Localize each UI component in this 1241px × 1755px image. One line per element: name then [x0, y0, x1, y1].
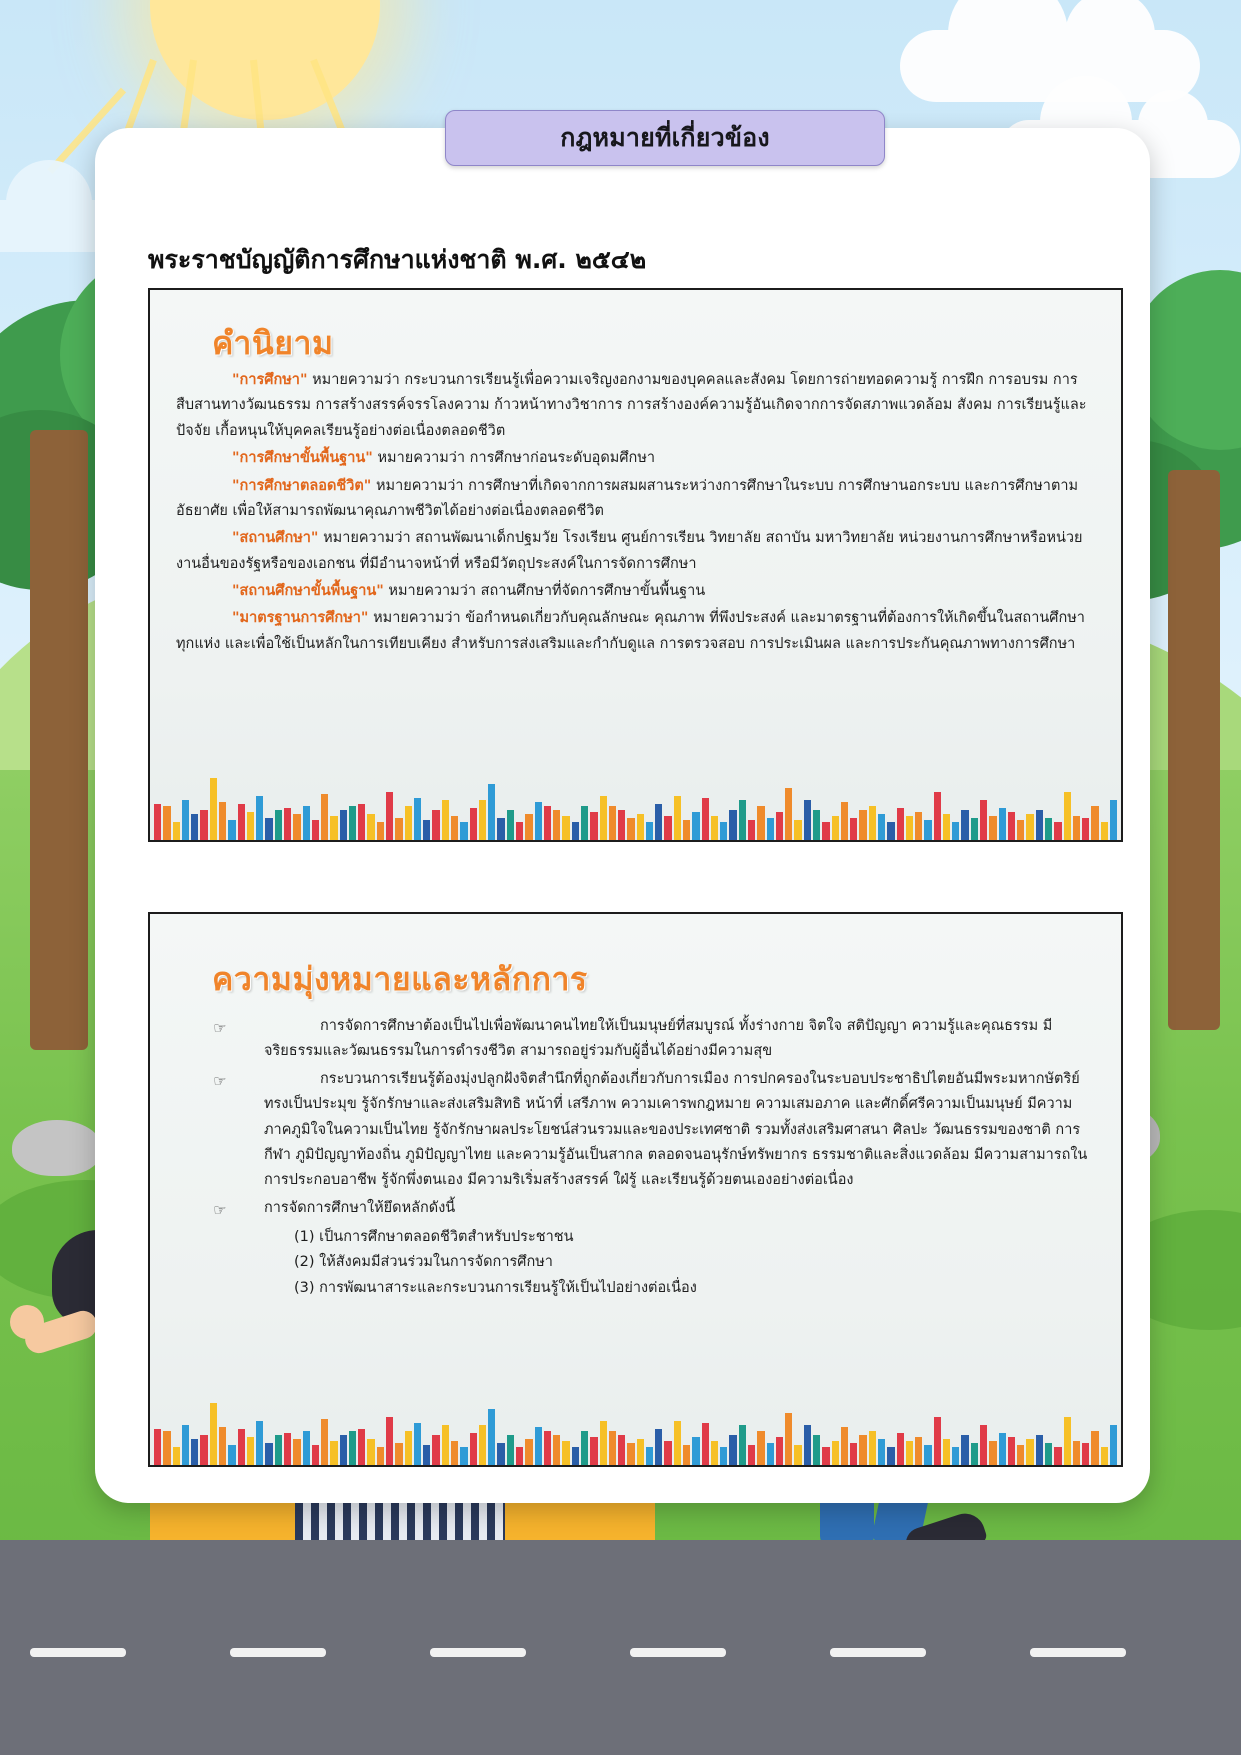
- skyline-building: [961, 810, 968, 840]
- skyline-building: [349, 806, 356, 840]
- definition-text: หมายความว่า ข้อกำหนดเกี่ยวกับคุณลักษณะ คุณภาพ ที่พึงประสงค์ และมาตรฐานที่ต้องการให้เกิดขึ้นในสถานศึกษาทุกแห่ง และเพื่อใช้เป็นหลักในการเทียบเคียง สำหรับการส่งเสริมและกำกับดูแล การตรวจสอบ การประเมินผล และการประกันคุณภาพทางการศึกษา: [176, 610, 1085, 652]
- pointing-hand-icon: ☞: [213, 1200, 227, 1219]
- skyline-building: [219, 1427, 226, 1465]
- skyline-building: [869, 1431, 876, 1465]
- skyline-building: [182, 1425, 189, 1465]
- skyline-building: [906, 1441, 913, 1465]
- skyline-building: [562, 816, 569, 840]
- definition-keyword: "การศึกษาตลอดชีวิต": [232, 477, 372, 494]
- skyline-building: [822, 822, 829, 840]
- skyline-building: [683, 820, 690, 840]
- skyline-building: [850, 818, 857, 840]
- skyline-building: [999, 808, 1006, 840]
- pointing-hand-icon: ☞: [213, 1071, 227, 1090]
- road-dash: [30, 1648, 126, 1657]
- skyline-building: [219, 802, 226, 840]
- skyline-building: [600, 796, 607, 840]
- skyline-building: [869, 806, 876, 840]
- skyline-building: [377, 1447, 384, 1465]
- definition-text: หมายความว่า กระบวนการเรียนรู้เพื่อความเจริญงอกงามของบุคคลและสังคม โดยการถ่ายทอดความรู้ การฝึก การอบรม การสืบสานทางวัฒนธรรม การสร้างสรรค์จรรโลงความ ก้าวหน้าทางวิชาการ การสร้างองค์ความรู้อันเกิดจากการจัดสภาพแวดล้อม สังคม การเรียนรู้และปัจจัย เกื้อหนุนให้บุคคลเรียนรู้อย่างต่อเนื่องตลอดชีวิต: [176, 372, 1087, 439]
- skyline-building: [367, 1439, 374, 1465]
- skyline-building: [813, 810, 820, 840]
- skyline-building: [590, 812, 597, 840]
- skyline-building: [553, 810, 560, 840]
- skyline-building: [210, 1403, 217, 1465]
- skyline-building: [767, 1443, 774, 1465]
- skyline-building: [757, 806, 764, 840]
- skyline-building: [470, 808, 477, 840]
- skyline-building: [655, 804, 662, 840]
- skyline-building: [739, 1425, 746, 1465]
- skyline-building: [720, 822, 727, 840]
- pointing-hand-icon: ☞: [213, 1019, 227, 1037]
- skyline-building: [572, 822, 579, 840]
- skyline-building: [497, 1443, 504, 1465]
- skyline-building: [859, 1435, 866, 1465]
- skyline-building: [451, 816, 458, 840]
- rock-shape: [12, 1120, 102, 1176]
- skyline-building: [804, 800, 811, 840]
- skyline-building: [832, 1441, 839, 1465]
- skyline-building: [1054, 1447, 1061, 1465]
- skyline-building: [163, 806, 170, 840]
- skyline-building: [358, 1429, 365, 1465]
- skyline-building: [544, 806, 551, 840]
- skyline-building: [600, 1421, 607, 1465]
- skyline-building: [256, 1421, 263, 1465]
- slide-2-body: [176, 1014, 1095, 1301]
- skyline-building: [692, 1437, 699, 1465]
- skyline-building: [785, 788, 792, 840]
- skyline-building: [1045, 1443, 1052, 1465]
- skyline-building: [265, 818, 272, 840]
- skyline-building: [535, 1427, 542, 1465]
- skyline-building: [238, 1429, 245, 1465]
- skyline-building: [785, 1413, 792, 1465]
- skyline-building: [943, 814, 950, 840]
- skyline-building: [1064, 792, 1071, 840]
- skyline-building: [748, 1445, 755, 1465]
- slide-purpose-principles: [148, 912, 1123, 1467]
- slide-definitions: [148, 288, 1123, 842]
- bullet-item: [176, 1067, 1095, 1194]
- skyline-building: [1017, 1445, 1024, 1465]
- skyline-building: [1054, 822, 1061, 840]
- skyline-building: [841, 802, 848, 840]
- skyline-building: [488, 1409, 495, 1465]
- slide-1-body: [176, 368, 1095, 657]
- skyline-building: [405, 1431, 412, 1465]
- skyline-building: [934, 792, 941, 840]
- skyline-building: [516, 1447, 523, 1465]
- skyline-building: [989, 816, 996, 840]
- skyline-building: [460, 1447, 467, 1465]
- skyline-building: [488, 784, 495, 840]
- skyline-decoration: [150, 1393, 1121, 1465]
- skyline-building: [618, 810, 625, 840]
- skyline-building: [303, 806, 310, 840]
- skyline-building: [637, 814, 644, 840]
- skyline-building: [980, 1425, 987, 1465]
- skyline-building: [832, 816, 839, 840]
- skyline-building: [275, 1435, 282, 1465]
- skyline-building: [952, 822, 959, 840]
- skyline-building: [210, 778, 217, 840]
- skyline-building: [516, 822, 523, 840]
- road-dash: [830, 1648, 926, 1657]
- definition-paragraph: [176, 368, 1095, 444]
- skyline-building: [999, 1433, 1006, 1465]
- skyline-building: [804, 1425, 811, 1465]
- tree-trunk: [1168, 470, 1220, 1030]
- skyline-building: [627, 1443, 634, 1465]
- skyline-building: [330, 816, 337, 840]
- skyline-building: [1101, 822, 1108, 840]
- skyline-building: [1017, 820, 1024, 840]
- skyline-building: [897, 808, 904, 840]
- skyline-building: [646, 822, 653, 840]
- skyline-building: [284, 808, 291, 840]
- sub-item: (3) การพัฒนาสาระและกระบวนการเรียนรู้ให้เป็นไปอย่างต่อเนื่อง: [294, 1279, 697, 1296]
- skyline-building: [915, 1437, 922, 1465]
- page-title-banner: [445, 110, 885, 166]
- skyline-building: [312, 820, 319, 840]
- skyline-building: [841, 1427, 848, 1465]
- skyline-building: [878, 1439, 885, 1465]
- skyline-building: [702, 798, 709, 840]
- skyline-building: [460, 822, 467, 840]
- skyline-building: [525, 814, 532, 840]
- skyline-building: [720, 1447, 727, 1465]
- skyline-building: [330, 1441, 337, 1465]
- skyline-building: [1082, 818, 1089, 840]
- skyline-building: [479, 1425, 486, 1465]
- skyline-decoration: [150, 768, 1121, 840]
- skyline-building: [711, 816, 718, 840]
- definition-keyword: "สถานศึกษา": [232, 530, 319, 547]
- skyline-building: [349, 1431, 356, 1465]
- skyline-building: [1036, 810, 1043, 840]
- road-dash: [430, 1648, 526, 1657]
- skyline-building: [664, 1441, 671, 1465]
- skyline-building: [321, 1419, 328, 1465]
- skyline-building: [1036, 1435, 1043, 1465]
- skyline-building: [256, 796, 263, 840]
- skyline-building: [794, 820, 801, 840]
- skyline-building: [1008, 812, 1015, 840]
- skyline-building: [924, 1445, 931, 1465]
- road-dash: [1030, 1648, 1126, 1657]
- skyline-building: [822, 1447, 829, 1465]
- skyline-building: [581, 1431, 588, 1465]
- skyline-building: [850, 1443, 857, 1465]
- skyline-building: [1091, 1431, 1098, 1465]
- definition-paragraph: [176, 474, 1095, 525]
- skyline-building: [191, 1439, 198, 1465]
- skyline-building: [414, 1423, 421, 1465]
- skyline-building: [479, 800, 486, 840]
- skyline-building: [553, 1435, 560, 1465]
- skyline-building: [275, 810, 282, 840]
- skyline-building: [1008, 1437, 1015, 1465]
- skyline-building: [971, 1443, 978, 1465]
- skyline-building: [154, 1429, 161, 1465]
- skyline-building: [609, 806, 616, 840]
- skyline-building: [340, 1435, 347, 1465]
- bullet-text: กระบวนการเรียนรู้ต้องมุ่งปลูกฝังจิตสำนึกที่ถูกต้องเกี่ยวกับการเมือง การปกครองในระบอบประชาธิปไตยอันมีพระมหากษัตริย์ทรงเป็นประมุข รู้จักรักษาและส่งเสริมสิทธิ หน้าที่ เสรีภาพ ความเคารพกฎหมาย ความเสมอภาค และศักดิ์ศรีความเป็นมนุษย์ มีความภาคภูมิใจในความเป็นไทย รู้จักรักษาผลประโยชน์ส่วนรวมและของประเทศชาติ รวมทั้งส่งเสริมศาสนา ศิลปะ วัฒนธรรมของชาติ การกีฬา ภูมิปัญญาท้องถิ่น ภูมิปัญญาไทย และความรู้อันเป็นสากล ตลอดจนอนุรักษ์ทรัพยากร ธรรมชาติและสิ่งแวดล้อม มีความสามารถในการประกอบอาชีพ รู้จักพึ่งตนเอง มีความริเริ่มสร้างสรรค์ ใฝ่รู้ และเรียนรู้ด้วยตนเองอย่างต่อเนื่อง: [264, 1070, 1088, 1189]
- skyline-building: [618, 1435, 625, 1465]
- skyline-building: [887, 1447, 894, 1465]
- definition-keyword: "สถานศึกษาขั้นพื้นฐาน": [232, 583, 384, 599]
- skyline-building: [432, 1435, 439, 1465]
- skyline-building: [739, 800, 746, 840]
- skyline-building: [748, 820, 755, 840]
- child-hand: [10, 1305, 44, 1339]
- skyline-building: [711, 1441, 718, 1465]
- skyline-building: [915, 812, 922, 840]
- skyline-building: [1045, 818, 1052, 840]
- skyline-building: [442, 800, 449, 840]
- skyline-building: [535, 802, 542, 840]
- skyline-building: [637, 1439, 644, 1465]
- skyline-building: [1110, 1425, 1117, 1465]
- skyline-building: [395, 818, 402, 840]
- document-heading: พระราชบัญญัติการศึกษาแห่งชาติ พ.ศ. ๒๕๔๒: [148, 245, 647, 274]
- skyline-building: [1110, 800, 1117, 840]
- definition-paragraph: [176, 446, 1095, 471]
- bullet-text: การจัดการศึกษาให้ยึดหลักดังนี้: [264, 1199, 456, 1216]
- skyline-building: [247, 1437, 254, 1465]
- skyline-building: [200, 810, 207, 840]
- skyline-building: [961, 1435, 968, 1465]
- skyline-building: [1064, 1417, 1071, 1465]
- skyline-building: [182, 800, 189, 840]
- skyline-building: [897, 1433, 904, 1465]
- skyline-building: [971, 818, 978, 840]
- definition-paragraph: [176, 579, 1095, 604]
- skyline-building: [312, 1445, 319, 1465]
- skyline-building: [1073, 1441, 1080, 1465]
- skyline-building: [442, 1425, 449, 1465]
- skyline-building: [1073, 816, 1080, 840]
- skyline-building: [228, 820, 235, 840]
- skyline-building: [1082, 1443, 1089, 1465]
- skyline-building: [1026, 1439, 1033, 1465]
- skyline-building: [767, 818, 774, 840]
- skyline-building: [1101, 1447, 1108, 1465]
- skyline-building: [757, 1431, 764, 1465]
- definition-text: หมายความว่า การศึกษาก่อนระดับอุดมศึกษา: [372, 450, 656, 467]
- road-dash: [630, 1648, 726, 1657]
- skyline-building: [432, 810, 439, 840]
- bullet-item: [176, 1196, 1095, 1223]
- skyline-building: [507, 1435, 514, 1465]
- skyline-building: [813, 1435, 820, 1465]
- bullet-item: [176, 1014, 1095, 1065]
- slide-1-title: คำนิยาม: [212, 324, 334, 362]
- skyline-building: [340, 810, 347, 840]
- skyline-building: [989, 1441, 996, 1465]
- skyline-building: [470, 1433, 477, 1465]
- skyline-building: [451, 1441, 458, 1465]
- page-title: กฎหมายที่เกี่ยวข้อง: [560, 123, 770, 152]
- skyline-building: [293, 1439, 300, 1465]
- skyline-building: [562, 1441, 569, 1465]
- skyline-building: [238, 804, 245, 840]
- skyline-building: [1091, 806, 1098, 840]
- skyline-building: [321, 794, 328, 840]
- skyline-building: [414, 798, 421, 840]
- tree-trunk: [30, 430, 88, 1050]
- skyline-building: [265, 1443, 272, 1465]
- skyline-building: [776, 812, 783, 840]
- skyline-building: [173, 822, 180, 840]
- skyline-building: [794, 1445, 801, 1465]
- definition-paragraph: [176, 606, 1095, 657]
- definition-keyword: "การศึกษาขั้นพื้นฐาน": [232, 450, 373, 467]
- skyline-building: [173, 1447, 180, 1465]
- skyline-building: [572, 1447, 579, 1465]
- skyline-building: [358, 804, 365, 840]
- definition-text: หมายความว่า สถานพัฒนาเด็กปฐมวัย โรงเรียน ศูนย์การเรียน วิทยาลัย สถาบัน มหาวิทยาลัย หน่วยงานการศึกษาหรือหน่วยงานอื่นของรัฐหรือของเอกชน ที่มีอำนาจหน้าที่ หรือมีวัตถุประสงค์ในการจัดการศึกษา: [176, 530, 1083, 572]
- skyline-building: [497, 818, 504, 840]
- sub-item: (1) เป็นการศึกษาตลอดชีวิตสำหรับประชาชน: [294, 1228, 574, 1245]
- skyline-building: [377, 822, 384, 840]
- skyline-building: [293, 814, 300, 840]
- skyline-building: [525, 1439, 532, 1465]
- skyline-building: [581, 806, 588, 840]
- skyline-building: [859, 810, 866, 840]
- definition-keyword: "การศึกษา": [232, 372, 308, 388]
- skyline-building: [646, 1447, 653, 1465]
- skyline-building: [702, 1423, 709, 1465]
- skyline-building: [627, 818, 634, 840]
- skyline-building: [952, 1447, 959, 1465]
- skyline-building: [405, 806, 412, 840]
- skyline-building: [692, 812, 699, 840]
- skyline-building: [163, 1431, 170, 1465]
- skyline-building: [980, 800, 987, 840]
- skyline-building: [191, 814, 198, 840]
- sub-item: (2) ให้สังคมมีส่วนร่วมในการจัดการศึกษา: [294, 1254, 553, 1271]
- skyline-building: [386, 792, 393, 840]
- skyline-building: [303, 1431, 310, 1465]
- skyline-building: [423, 1445, 430, 1465]
- skyline-building: [776, 1437, 783, 1465]
- skyline-building: [609, 1431, 616, 1465]
- skyline-building: [367, 814, 374, 840]
- skyline-building: [664, 816, 671, 840]
- road-dash: [230, 1648, 326, 1657]
- skyline-building: [423, 820, 430, 840]
- skyline-building: [924, 820, 931, 840]
- skyline-building: [943, 1439, 950, 1465]
- skyline-building: [544, 1431, 551, 1465]
- stand-board: [150, 1498, 310, 1544]
- slide-2-title: ความมุ่งหมายและหลักการ: [212, 960, 588, 998]
- definition-paragraph: [176, 526, 1095, 577]
- skyline-building: [906, 816, 913, 840]
- skyline-building: [683, 1445, 690, 1465]
- skyline-building: [247, 812, 254, 840]
- skyline-building: [729, 810, 736, 840]
- stand-board: [495, 1498, 655, 1544]
- skyline-building: [590, 1437, 597, 1465]
- definition-keyword: "มาตรฐานการศึกษา": [232, 610, 369, 627]
- skyline-building: [284, 1433, 291, 1465]
- skyline-building: [1026, 814, 1033, 840]
- definition-text: หมายความว่า การศึกษาที่เกิดจากการผสมผสานระหว่างการศึกษาในระบบ การศึกษานอกระบบ และการศึกษาตามอัธยาศัย เพื่อให้สามารถพัฒนาคุณภาพชีวิตได้อย่างต่อเนื่องตลอดชีวิต: [176, 477, 1079, 519]
- skyline-building: [729, 1435, 736, 1465]
- skyline-building: [395, 1443, 402, 1465]
- definition-text: หมายความว่า สถานศึกษาที่จัดการศึกษาขั้นพื้นฐาน: [383, 583, 706, 599]
- skyline-building: [674, 1421, 681, 1465]
- skyline-building: [228, 1445, 235, 1465]
- skyline-building: [674, 796, 681, 840]
- skyline-building: [200, 1435, 207, 1465]
- skyline-building: [934, 1417, 941, 1465]
- bullet-text: การจัดการศึกษาต้องเป็นไปเพื่อพัฒนาคนไทยให้เป็นมนุษย์ที่สมบูรณ์ ทั้งร่างกาย จิตใจ สติปัญญา ความรู้และคุณธรรม มีจริยธรรมและวัฒนธรรมในการดำรงชีวิต สามารถอยู่ร่วมกับผู้อื่นได้อย่างมีความสุข: [264, 1018, 1053, 1060]
- skyline-building: [386, 1417, 393, 1465]
- skyline-building: [507, 810, 514, 840]
- skyline-building: [887, 822, 894, 840]
- skyline-building: [154, 804, 161, 840]
- skyline-building: [878, 814, 885, 840]
- skyline-building: [655, 1429, 662, 1465]
